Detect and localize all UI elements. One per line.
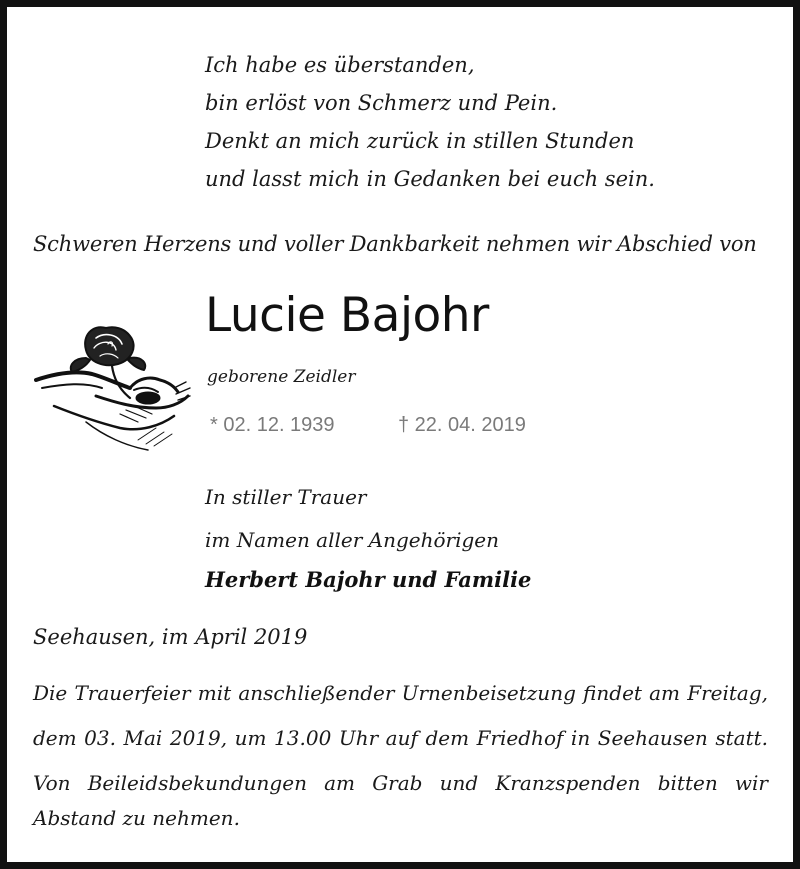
rose-in-hands-icon: [34, 318, 192, 456]
family-signature: Herbert Bajohr und Familie: [205, 567, 532, 592]
signature-line-2: im Namen aller Angehörigen: [205, 528, 500, 552]
notice-line-2: dem 03. Mai 2019, um 13.00 Uhr auf dem Friedhof in Seehausen statt.: [33, 726, 768, 750]
farewell-intro: Schweren Herzens und voller Dankbarkeit nehmen wir Abschied von: [33, 232, 757, 256]
notice-line-4: Abstand zu nehmen.: [33, 806, 240, 830]
signature-line-1: In stiller Trauer: [205, 485, 367, 509]
poem-line-1: Ich habe es überstanden,: [205, 53, 475, 77]
deceased-name: Lucie Bajohr: [205, 288, 489, 343]
notice-line-1: Die Trauerfeier mit anschließender Urnenbeisetzung findet am Freitag,: [33, 681, 768, 705]
poem-line-2: bin erlöst von Schmerz und Pein.: [205, 91, 558, 115]
poem-line-4: und lasst mich in Gedanken bei euch sein.: [205, 167, 655, 191]
place-date: Seehausen, im April 2019: [33, 625, 308, 649]
poem-line-3: Denkt an mich zurück in stillen Stunden: [205, 129, 635, 153]
notice-line-3: Von Beileidsbekundungen am Grab und Kranzspenden bitten wir: [33, 771, 768, 795]
maiden-name: geborene Zeidler: [207, 367, 356, 387]
death-date: † 22. 04. 2019: [398, 414, 526, 436]
birth-date: * 02. 12. 1939: [210, 414, 335, 436]
